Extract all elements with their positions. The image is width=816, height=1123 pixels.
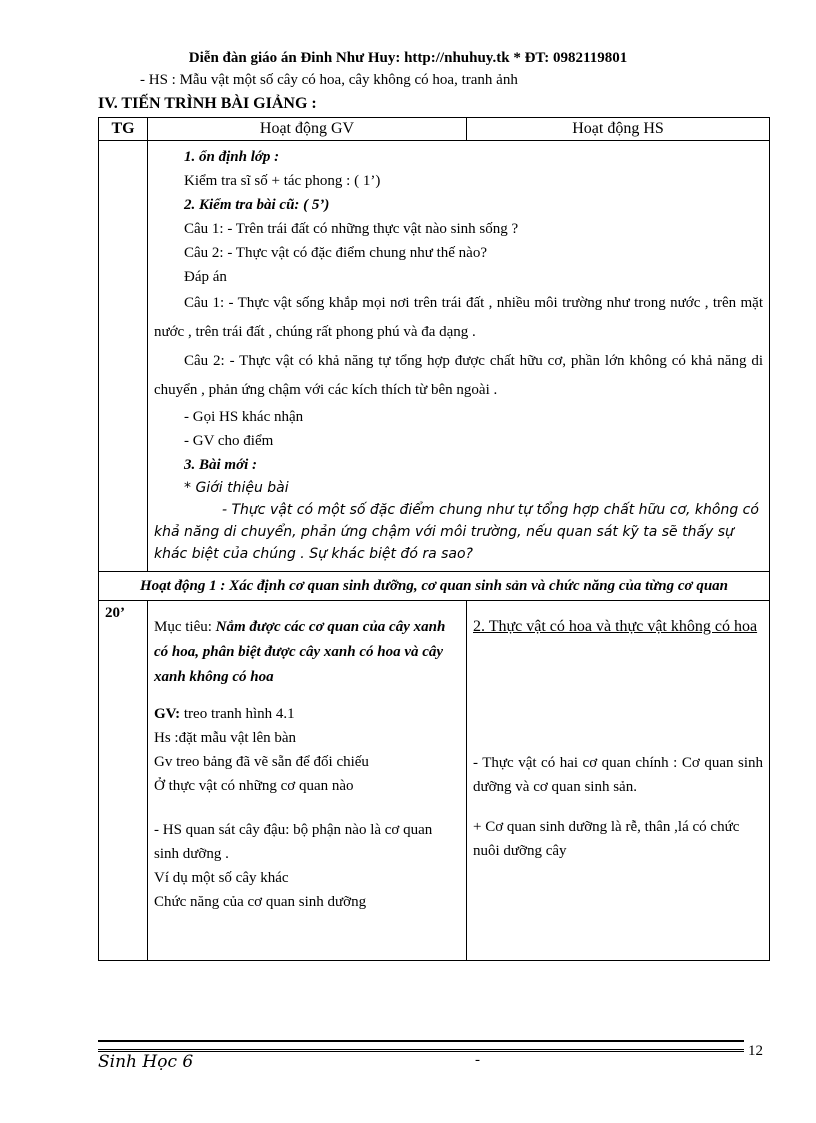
intro-cell <box>148 141 770 572</box>
answer-1: Câu 1: - Thực vật sống khắp mọi nơi trên trái đất , nhiều môi trường như trong nước , trên mặt nước , trên trái đất , chúng rất phong phú và đa dạng . <box>154 295 763 340</box>
hs-place-sample: Hs :đặt mẫu vật lên bàn <box>154 730 297 746</box>
question-2: Câu 2: - Thực vật có đặc điểm chung như thế nào? <box>184 245 487 261</box>
gv-text: treo tranh hình 4.1 <box>180 706 295 722</box>
intro-tg-cell <box>99 141 148 572</box>
teacher-score: - GV cho điểm <box>184 433 274 449</box>
col-header-tg: TG <box>99 118 148 141</box>
example-label: Ví dụ một số cây khác <box>154 870 289 886</box>
question-1: Câu 1: - Trên trái đất có những thực vật nào sinh sống ? <box>184 221 519 237</box>
footer-dash: - <box>475 1052 480 1068</box>
organ-question: Ở thực vật có những cơ quan nào <box>154 778 354 794</box>
footer-rule <box>98 1040 744 1052</box>
function-label: Chức năng của cơ quan sinh dưỡng <box>154 894 367 910</box>
subject-label: Sinh Học 6 <box>98 1052 194 1072</box>
activity-row <box>99 572 770 601</box>
observe-instruction: - HS quan sát cây đậu: bộ phận nào là cơ quan sinh dưỡng . <box>154 822 433 862</box>
col-header-gv: Hoạt động GV <box>148 118 467 141</box>
lesson-table <box>98 117 770 961</box>
answer-label: Đáp án <box>184 269 227 285</box>
heading-review: 2. Kiểm tra bài cũ: ( 5’) <box>184 197 330 213</box>
table-header-row <box>99 118 770 141</box>
gv-instruction <box>154 702 460 726</box>
section-title: IV. TIẾN TRÌNH BÀI GIẢNG : <box>98 95 317 112</box>
activity-1-title: Hoạt động 1 : Xác định cơ quan sinh dưỡng, cơ quan sinh sản và chức năng của từng cơ quan <box>99 572 770 601</box>
attendance-check: Kiểm tra sĩ số + tác phong : ( 1’) <box>184 173 381 189</box>
gv-activity-cell <box>148 601 467 961</box>
goal <box>154 615 460 690</box>
answer-2: Câu 2: - Thực vật có khả năng tự tổng hợp được chất hữu cơ, phần lớn không có khả năng di chuyển , phản ứng chậm với các kích thích từ bên ngoài . <box>154 353 763 398</box>
materials-line: - HS : Mẫu vật một số cây có hoa, cây không có hoa, tranh ảnh <box>140 72 518 88</box>
gv-table: Gv treo bảng đã vẽ sẵn để đối chiếu <box>154 754 369 770</box>
goal-label: Mục tiêu: <box>154 619 216 635</box>
goal-text: Nắm được các cơ quan của cây xanh có hoa, phân biệt được cây xanh có hoa và cây xanh không có hoa <box>154 619 446 685</box>
page-number: 12 <box>748 1043 763 1059</box>
hs-organs: - Thực vật có hai cơ quan chính : Cơ quan sinh dưỡng và cơ quan sinh sản. <box>473 755 763 795</box>
intro-label: * Giới thiệu bài <box>184 480 289 496</box>
heading-new-lesson: 3. Bài mới : <box>184 457 258 473</box>
hs-heading: 2. Thực vật có hoa và thực vật không có hoa <box>473 618 758 635</box>
document-header: Diễn đàn giáo án Đinh Như Huy: http://nhuhuy.tk * ĐT: 0982119801 <box>188 50 628 66</box>
heading-class-stabilize: 1. ổn định lớp : <box>184 149 280 165</box>
gv-label: GV: <box>154 706 181 722</box>
time-value: 20’ <box>99 601 148 961</box>
call-student: - Gọi HS khác nhận <box>184 409 304 425</box>
content-row <box>99 601 770 961</box>
intro-text: - Thực vật có một số đặc điểm chung như tự tổng hợp chất hữu cơ, không có khả năng di chuyển, phản ứng chậm với môi trường, nếu quan sát kỹ ta sẽ thấy sự khác biệt của chúng . Sự khác biệt đó ra sao? <box>154 502 759 562</box>
intro-row <box>99 141 770 572</box>
hs-activity-cell <box>467 601 770 961</box>
hs-vegetative: + Cơ quan sinh dưỡng là rễ, thân ,lá có chức nuôi dưỡng cây <box>473 819 740 859</box>
col-header-hs: Hoạt động HS <box>467 118 770 141</box>
